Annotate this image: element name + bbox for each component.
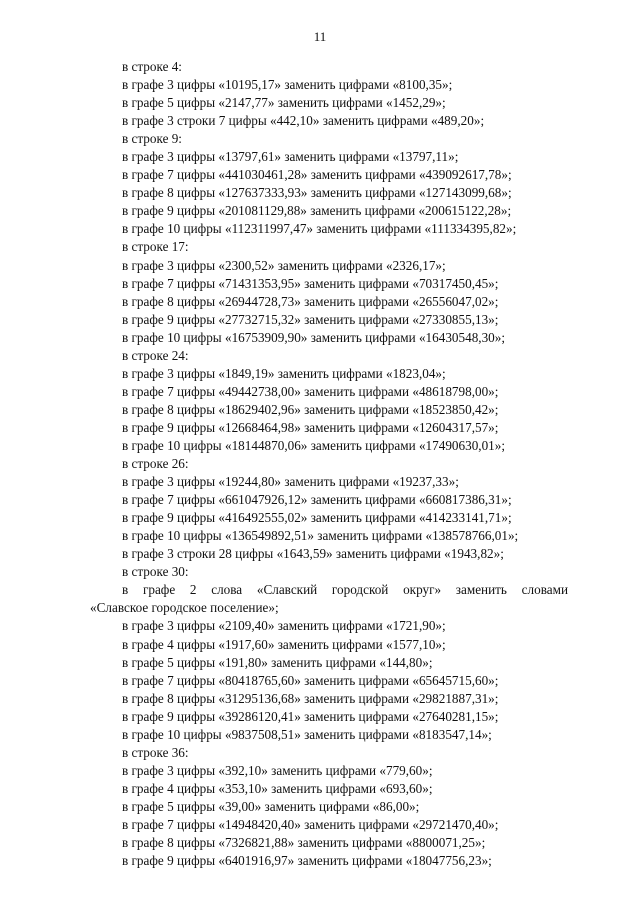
text-line: в графе 7 цифры «441030461,28» заменить цифрами «439092617,78»; [122,167,512,183]
text-line: в графе 9 цифры «416492555,02» заменить цифрами «414233141,71»; [122,510,512,526]
text-line: в графе 7 цифры «661047926,12» заменить цифрами «660817386,31»; [122,492,512,508]
text-line: в строке 24: [122,347,189,363]
text-line: в строке 9: [122,131,182,147]
text-line: в графе 5 цифры «39,00» заменить цифрами «86,00»; [122,798,420,814]
text-line: в графе 9 цифры «39286120,41» заменить цифрами «27640281,15»; [122,708,499,724]
text-line: в строке 36: [122,744,189,760]
text-line: в графе 10 цифры «9837508,51» заменить цифрами «8183547,14»; [122,726,492,742]
text-line: в графе 8 цифры «7326821,88» заменить цифрами «8800071,25»; [122,835,486,851]
page-number: 11 [313,29,327,44]
text-line: в графе 9 цифры «6401916,97» заменить цифрами «18047756,23»; [122,853,492,869]
text-line: в графе 7 цифры «14948420,40» заменить цифрами «29721470,40»; [122,816,499,832]
document-body [90,58,568,870]
text-line: в графе 5 цифры «191,80» заменить цифрами «144,80»; [122,654,433,670]
text-line: «Славское городское поселение»; [90,600,279,616]
text-line: в графе 4 цифры «353,10» заменить цифрами «693,60»; [122,780,433,796]
text-line: в графе 8 цифры «127637333,93» заменить цифрами «127143099,68»; [122,185,512,201]
text-line: в графе 3 цифры «19244,80» заменить цифрами «19237,33»; [122,474,459,490]
text-line: в графе 10 цифры «16753909,90» заменить цифрами «16430548,30»; [122,329,506,345]
text-line: в графе 8 цифры «26944728,73» заменить цифрами «26556047,02»; [122,293,499,309]
text-line: в графе 3 цифры «10195,17» заменить цифрами «8100,35»; [122,77,453,93]
text-line: в строке 4: [122,59,182,74]
text-line: в графе 3 цифры «392,10» заменить цифрами «779,60»; [122,762,433,778]
text-line: в графе 8 цифры «18629402,96» заменить цифрами «18523850,42»; [122,401,499,417]
text-line: в графе 7 цифры «71431353,95» заменить цифрами «70317450,45»; [122,275,499,291]
text-line: в графе 10 цифры «112311997,47» заменить цифрами «111334395,82»; [122,221,517,237]
text-line: в графе 7 цифры «80418765,60» заменить цифрами «65645715,60»; [122,672,499,688]
text-line: в графе 10 цифры «18144870,06» заменить цифрами «17490630,01»; [122,437,506,453]
text-line: в графе 9 цифры «27732715,32» заменить цифрами «27330855,13»; [122,311,499,327]
text-line: в строке 30: [122,564,189,580]
text-line: в строке 17: [122,239,189,255]
text-line: в графе 9 цифры «12668464,98» заменить цифрами «12604317,57»; [122,419,499,435]
text-line: в графе 3 цифры «2300,52» заменить цифрами «2326,17»; [122,257,446,273]
text-line: в графе 3 строки 28 цифры «1643,59» заменить цифрами «1943,82»; [122,546,504,562]
text-line: в графе 5 цифры «2147,77» заменить цифрами «1452,29»; [122,95,446,111]
text-line: в графе 3 цифры «2109,40» заменить цифрами «1721,90»; [122,618,446,634]
text-line: в графе 3 цифры «1849,19» заменить цифрами «1823,04»; [122,365,446,381]
text-line: в графе 7 цифры «49442738,00» заменить цифрами «48618798,00»; [122,383,499,399]
text-line: в графе 10 цифры «136549892,51» заменить цифрами «138578766,01»; [122,528,519,544]
text-line: в строке 26: [122,456,189,472]
text-line: в графе 3 цифры «13797,61» заменить цифрами «13797,11»; [122,149,459,165]
text-line: в графе 3 строки 7 цифры «442,10» заменить цифрами «489,20»; [122,113,485,129]
text-line: в графе 8 цифры «31295136,68» заменить цифрами «29821887,31»; [122,690,499,706]
text-line: в графе 4 цифры «1917,60» заменить цифрами «1577,10»; [122,636,446,652]
text-line: в графе 9 цифры «201081129,88» заменить цифрами «200615122,28»; [122,203,512,219]
text-line: в графе 2 слова «Славский городской округ» заменить словами [122,582,568,598]
